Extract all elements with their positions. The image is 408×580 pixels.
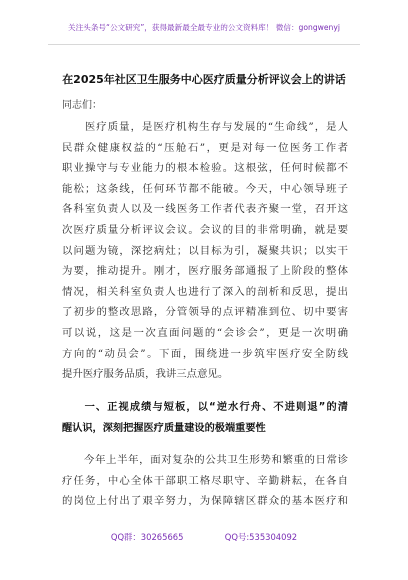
paragraph-line: 各科室负责人以及一线医务工作者代表齐聚一堂，召开这 [62, 203, 348, 216]
paragraph-line: 情况，相关科室负责人也进行了深入的剖析和反思，提出 [62, 285, 348, 298]
paragraph-line: 次医疗质量分析评议会议。会议的目的非常明确，就是要 [62, 223, 348, 236]
paragraph-line: 的岗位上付出了艰辛努力，为保障辖区群众的基本医疗和 [62, 495, 348, 508]
paragraph-line: 能松；这条线，任何环节都不能破。今天，中心领导班子 [62, 182, 348, 195]
footer-qq-number: QQ号:535304092 [224, 532, 298, 542]
paragraph-line: 今年上半年，面对复杂的公共卫生形势和繁重的日常诊 [62, 454, 348, 466]
paragraph-line: 为要，推动提升。刚才，医疗服务部通报了上阶段的整体 [62, 265, 348, 278]
paragraph-section-1 [62, 450, 348, 512]
paragraph-line: 医疗质量，是医疗机构生存与发展的“生命线”，是人 [62, 121, 348, 133]
paragraph-intro [62, 117, 348, 385]
section-heading-1 [62, 398, 348, 439]
paragraph-line: 职业操守与专业能力的根本检验。这根弦，任何时候都不 [62, 162, 348, 175]
paragraph-line: 民群众健康权益的“压舱石”，更是对每一位医务工作者 [62, 141, 348, 154]
header-divider [48, 44, 360, 45]
paragraph-line: 提升医疗服务品质，我讲三点意见。 [62, 368, 229, 381]
heading-line: 一、正视成绩与短板，以“逆水行舟、不进则退”的清 [62, 402, 348, 413]
header-banner: 关注头条号“公文研究”，获得最新最全最专业的公文资料库！ 微信：gongwenyj [68, 23, 340, 32]
footer-contact [0, 531, 408, 543]
paragraph-line: 疗任务，中心全体干部职工格尽职守、辛勤耕耘，在各自 [62, 474, 348, 487]
heading-line: 醒认识，深刻把握医疗质量建设的极端重要性 [62, 422, 266, 434]
paragraph-line: 以问题为镜，深挖病灶；以目标为引，凝聚共识；以实干 [62, 244, 348, 257]
paragraph-line: 了初步的整改思路，分管领导的点评精准到位、切中要害 [62, 306, 348, 319]
footer-qq-group: QQ群：30265665 [110, 532, 184, 542]
salutation: 同志们： [62, 100, 102, 111]
paragraph-line: 方向的“动员会”。下面，围绕进一步筑牢医疗安全防线 [62, 347, 348, 360]
paragraph-line: 可以说，这是一次直面问题的“会诊会”，更是一次明确 [62, 326, 348, 339]
document-title: 在2025年社区卫生服务中心医疗质量分析评议会上的讲话 [62, 73, 346, 86]
